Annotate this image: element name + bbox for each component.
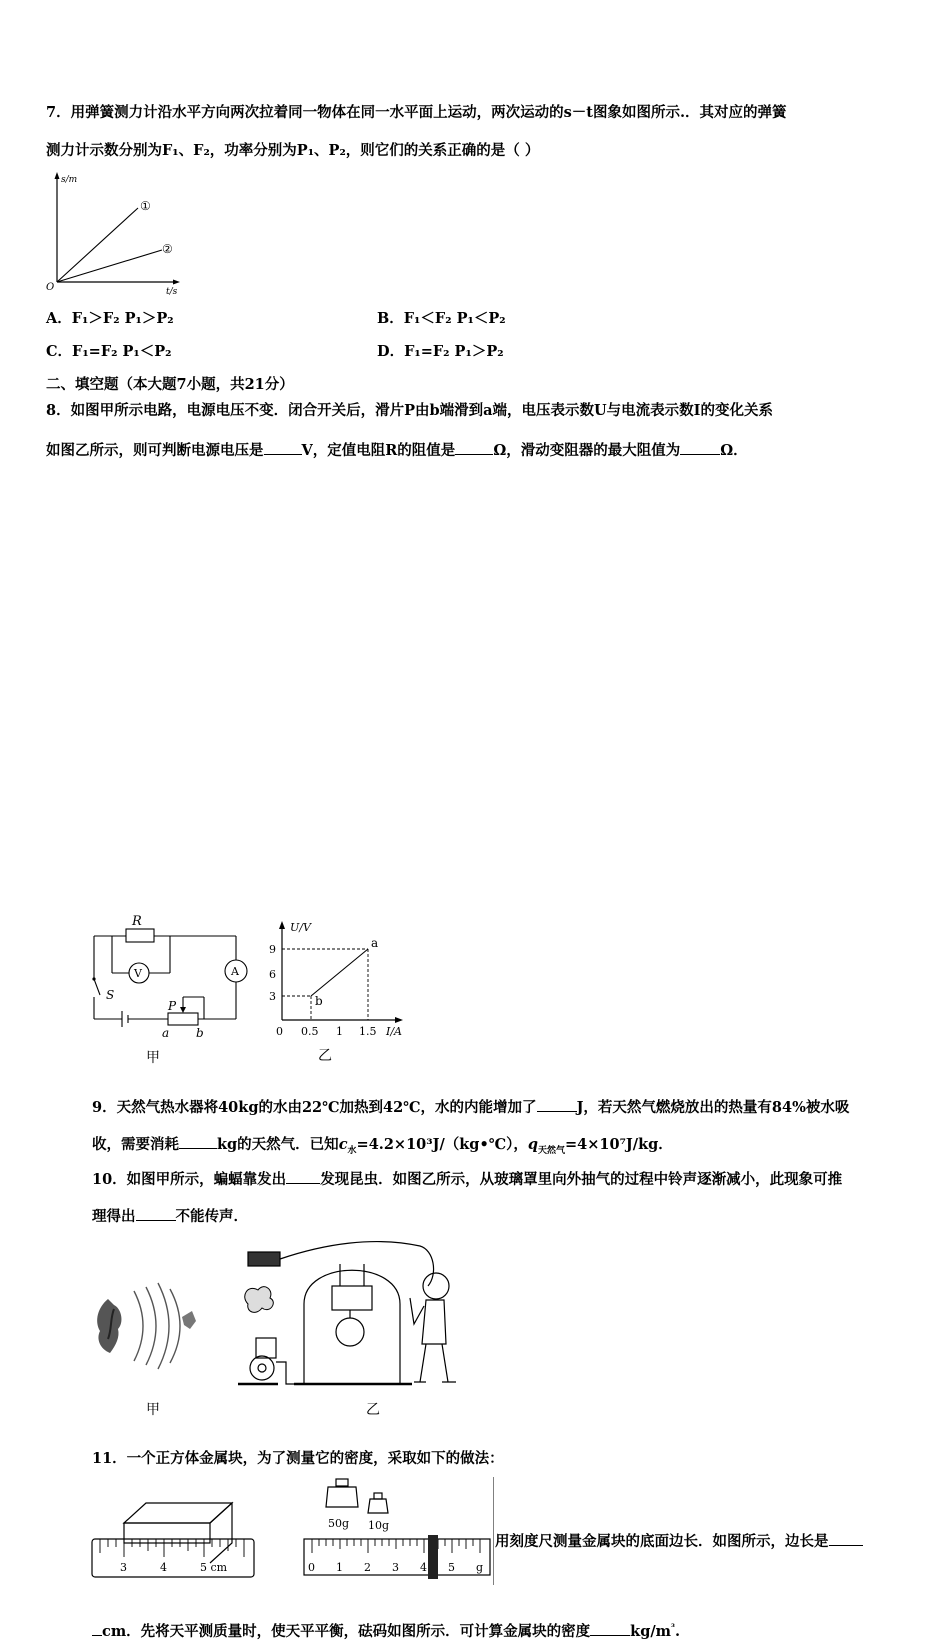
q11-weight-10g: 10g xyxy=(368,1519,390,1532)
q7-graph-xlabel: t/s xyxy=(166,287,178,295)
q8-ui-graph xyxy=(268,913,416,1071)
q7-line1: 7．用弹簧测力计沿水平方向两次拉着同一物体在同一水平面上运动，两次运动的s－t图象如图所示.．其对应的弹簧 xyxy=(46,104,787,121)
q9-c-sub: 水 xyxy=(347,1145,357,1156)
q8-line2-a: 如图乙所示，则可判断电源电压是 xyxy=(46,442,264,459)
q9-line1-a: 9．天然气热水器将40kg的水由22℃加热到42℃，水的内能增加了 xyxy=(92,1099,537,1116)
q8-blank-max-resistance[interactable] xyxy=(680,439,720,455)
q10-blank-ultrasound[interactable] xyxy=(286,1168,320,1184)
q10-line1-b: 发现昆虫．如图乙所示，从玻璃罩里向外抽气的过程中铃声逐渐减小，此现象可推 xyxy=(320,1171,843,1188)
q9-c-value: =4.2×10³J/（kg•℃）， xyxy=(356,1136,528,1153)
section2-title: 二、填空题（本大题7小题，共21分） xyxy=(46,376,294,393)
q10-line2 xyxy=(92,1205,248,1227)
q8-graph-point-b: b xyxy=(315,994,323,1008)
q11-line1: 11．一个正方体金属块，为了测量它的密度，采取如下的做法： xyxy=(92,1450,504,1467)
q11-line2-a: cm．先将天平测质量时，使天平平衡，砝码如图所示．可计算金属块的密度 xyxy=(102,1623,591,1640)
q11-ruler-label-4: 4 xyxy=(160,1561,167,1574)
q11-inline-text xyxy=(495,1530,863,1552)
q8-graph-xtick-05: 0.5 xyxy=(301,1025,319,1038)
q11-blank-length-part2[interactable] xyxy=(92,1620,102,1636)
q9-q-symbol: q xyxy=(527,1136,538,1153)
q11-weights-scale xyxy=(298,1477,494,1585)
q10-bell-jar-illustration xyxy=(234,1234,489,1394)
q11-line2-sup: ³ xyxy=(671,1623,675,1634)
q8-line2-c: Ω，滑动变阻器的最大阻值为 xyxy=(493,442,681,459)
q10-line2-a: 理得出 xyxy=(92,1208,136,1225)
q8-graph-ytick-6: 6 xyxy=(269,968,276,981)
q11-line2 xyxy=(92,1620,680,1642)
q9-c-symbol: c xyxy=(338,1136,348,1153)
q8-line1: 8．如图甲所示电路，电源电压不变．闭合开关后，滑片P由b端滑到a端，电压表示数U与电流表示数I的变化关系 xyxy=(46,402,773,419)
q7-option-a[interactable]: A．F₁＞F₂ P₁＞P₂ xyxy=(46,310,174,327)
q11-scale-label-g: g xyxy=(476,1561,484,1574)
q7-graph-ylabel: s/m xyxy=(61,175,78,185)
q9-line2-a: 收，需要消耗 xyxy=(92,1136,179,1153)
q7-line2: 测力计示数分别为F₁、F₂，功率分别为P₁、P₂，则它们的关系正确的是（ ） xyxy=(46,142,540,159)
q10-caption-right: 乙 xyxy=(366,1402,380,1418)
q11-ruler-label-5: 5 cm xyxy=(200,1561,228,1574)
q10-caption-left: 甲 xyxy=(146,1402,160,1418)
q8-graph-point-a: a xyxy=(371,936,379,950)
q8-graph-ytick-9: 9 xyxy=(269,943,276,956)
q8-blank-voltage[interactable] xyxy=(264,439,302,455)
q9-blank-energy[interactable] xyxy=(537,1096,577,1112)
q10-line2-b: 不能传声． xyxy=(175,1208,248,1225)
q8-graph-caption: 乙 xyxy=(318,1048,332,1064)
q8-blank-resistance[interactable] xyxy=(455,439,493,455)
q8-graph-ytick-3: 3 xyxy=(269,990,276,1003)
q8-circuit-slider: P xyxy=(168,999,177,1013)
q9-line2 xyxy=(92,1133,673,1155)
q8-circuit-caption: 甲 xyxy=(146,1050,160,1066)
q11-scale-label-1: 1 xyxy=(336,1561,343,1574)
q8-graph-xtick-15: 1.5 xyxy=(359,1025,377,1038)
q8-line2-d: Ω． xyxy=(720,442,748,459)
q11-scale-label-4: 4 xyxy=(420,1561,427,1574)
q8-circuit-switch: S xyxy=(106,988,115,1002)
q8-circuit-ammeter: A xyxy=(231,965,239,978)
q11-inline-text-label: 用刻度尺测量金属块的底面边长．如图所示，边长是 xyxy=(495,1533,829,1550)
q10-bat-illustration xyxy=(90,1279,205,1379)
q9-line2-b: kg的天然气．已知 xyxy=(217,1136,339,1153)
q7-option-c[interactable]: C．F₁=F₂ P₁＜P₂ xyxy=(46,343,172,360)
q8-graph-xtick-1: 1 xyxy=(336,1025,343,1038)
q8-line2-b: V，定值电阻R的阻值是 xyxy=(301,442,456,459)
q11-scale-label-0: 0 xyxy=(308,1561,315,1574)
q11-scale-label-2: 2 xyxy=(364,1561,371,1574)
q7-st-graph xyxy=(44,170,184,295)
q7-graph-origin: O xyxy=(46,282,55,293)
q11-ruler-label-3: 3 xyxy=(120,1561,127,1574)
q8-circuit-end-a: a xyxy=(162,1026,170,1040)
q9-q-sub: 天然气 xyxy=(537,1145,565,1156)
q11-scale-label-3: 3 xyxy=(392,1561,399,1574)
q10-line1 xyxy=(92,1168,842,1190)
q7-option-d[interactable]: D．F₁=F₂ P₁＞P₂ xyxy=(377,343,504,360)
q11-blank-density[interactable] xyxy=(590,1620,630,1636)
q9-line1-b: J，若天然气燃烧放出的热量有84%被水吸 xyxy=(576,1099,850,1116)
q8-graph-xlabel: I/A xyxy=(386,1025,402,1038)
q11-weight-50g: 50g xyxy=(328,1517,350,1530)
q11-scale-label-5: 5 xyxy=(448,1561,455,1574)
q7-graph-line2-label: ② xyxy=(162,242,173,256)
q11-line2-b: kg/m xyxy=(630,1623,671,1640)
q11-ruler-block xyxy=(90,1479,256,1579)
q10-blank-vacuum[interactable] xyxy=(136,1205,176,1221)
q8-circuit-end-b: b xyxy=(196,1026,204,1040)
q8-circuit-r: R xyxy=(132,914,142,929)
q7-graph-line1-label: ① xyxy=(140,199,151,213)
q8-circuit-voltmeter: V xyxy=(134,967,142,980)
q9-line1 xyxy=(92,1096,849,1118)
q10-line1-a: 10．如图甲所示，蝙蝠靠发出 xyxy=(92,1171,287,1188)
q8-graph-ylabel: U/V xyxy=(290,921,311,934)
q8-circuit-diagram xyxy=(86,911,256,1071)
q7-option-b[interactable]: B．F₁＜F₂ P₁＜P₂ xyxy=(377,310,506,327)
q8-graph-xtick-0: 0 xyxy=(276,1025,283,1038)
q9-q-value: =4×10⁷J/kg． xyxy=(565,1136,673,1153)
q11-blank-length-part1[interactable] xyxy=(829,1530,863,1546)
q9-blank-mass[interactable] xyxy=(179,1133,217,1149)
q11-line2-c: . xyxy=(674,1623,681,1640)
